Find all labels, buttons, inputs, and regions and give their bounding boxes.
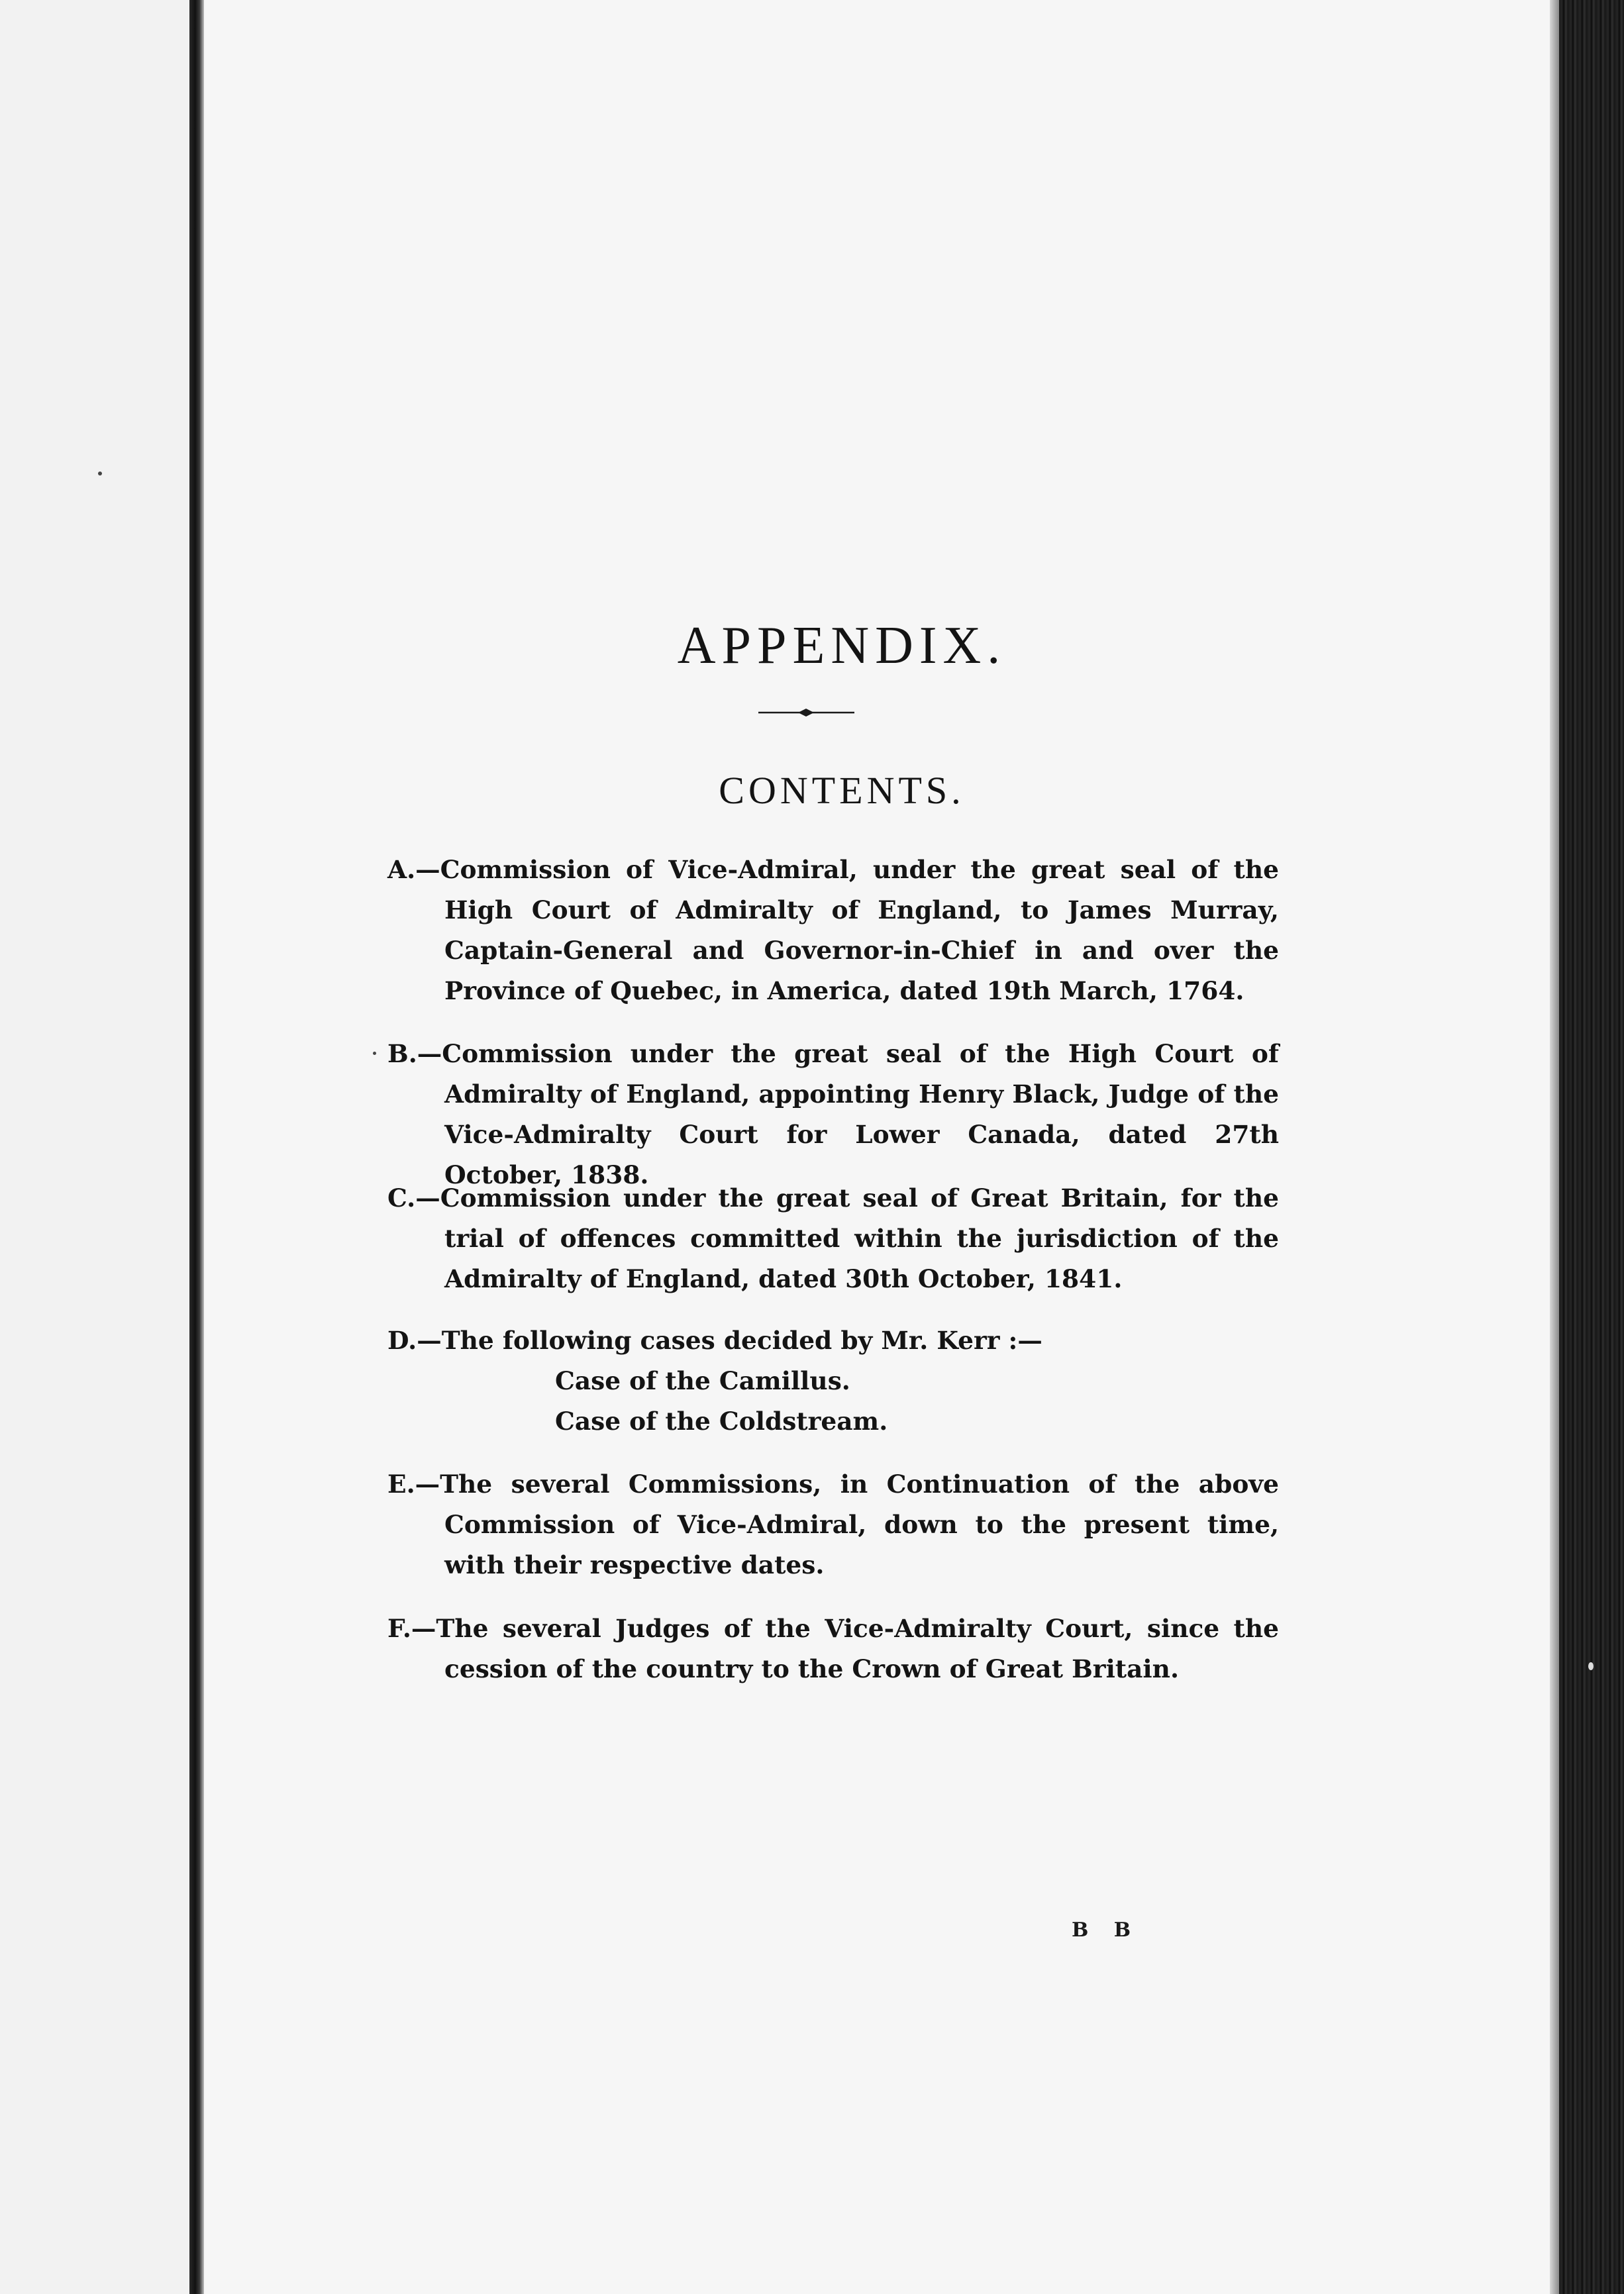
page-title: APPENDIX. bbox=[677, 617, 1007, 675]
entry-letter: E. bbox=[387, 1470, 415, 1499]
entry-letter: D. bbox=[387, 1326, 417, 1355]
entry-text: —The following cases decided by Mr. Kerr :— bbox=[417, 1326, 1042, 1355]
entry-text: —The several Commissions, in Continuation of the above Commission of Vice-Admiral, down to the present time, with their respective dates. bbox=[415, 1470, 1279, 1579]
entry-text: —The several Judges of the Vice-Admiralty Court, since the cession of the country to the Crown of Great Britain. bbox=[411, 1614, 1279, 1683]
speck bbox=[1588, 1662, 1594, 1670]
contents-entry-d bbox=[387, 1321, 1279, 1361]
contents-entry-e bbox=[387, 1464, 1279, 1585]
book-fore-edge bbox=[1559, 0, 1624, 2294]
entry-letter: C. bbox=[387, 1183, 416, 1213]
speck bbox=[98, 472, 102, 475]
contents-entry-f bbox=[387, 1609, 1279, 1689]
printer-signature-mark: B B bbox=[1072, 1919, 1141, 1942]
contents-entry-b bbox=[387, 1034, 1279, 1195]
entry-text: —Commission under the great seal of the High Court of Admiralty of England, appointing Henry Black, Judge of the Vice-Admiralty Court for Lower Canada, dated 27th October, 1838. bbox=[417, 1039, 1279, 1189]
left-page bbox=[0, 0, 191, 2294]
entry-text: —Commission of Vice-Admiral, under the great seal of the High Court of Admiralty of England, to James Murray, Captain-General and Governor-in-Chief in and over the Province of Quebec, in America, dated 19th March, 1764. bbox=[415, 855, 1279, 1005]
title-rule-ornament bbox=[758, 707, 854, 719]
entry-text: —Commission under the great seal of Great Britain, for the trial of offences committed within the jurisdiction of the Admiralty of England, dated 30th October, 1841. bbox=[415, 1183, 1279, 1293]
book-gutter bbox=[189, 0, 204, 2294]
case-coldstream: Case of the Coldstream. bbox=[555, 1407, 888, 1436]
case-camillus: Case of the Camillus. bbox=[555, 1366, 850, 1395]
page-edge-shadow bbox=[1550, 0, 1559, 2294]
speck bbox=[373, 1052, 376, 1055]
entry-letter: B. bbox=[387, 1039, 417, 1068]
entry-letter: A. bbox=[387, 855, 416, 884]
contents-entry-c bbox=[387, 1178, 1279, 1299]
contents-entry-a bbox=[387, 850, 1279, 1011]
entry-letter: F. bbox=[387, 1614, 411, 1643]
contents-heading: CONTENTS. bbox=[719, 769, 965, 812]
